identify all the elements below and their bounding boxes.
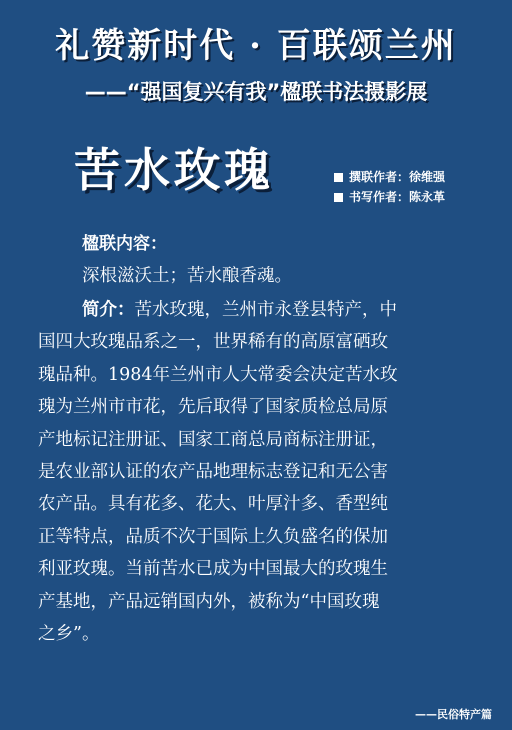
intro-line: 产基地，产品远销国内外，被称为“中国玫瑰 [38,591,380,612]
credit-row-author [334,167,445,187]
intro-line: 利亚玫瑰。当前苦水已成为中国最大的玫瑰生 [38,559,388,580]
square-bullet-icon [334,173,343,182]
intro-line: 之乡”。 [38,623,100,644]
intro-text: 苦水玫瑰，兰州市永登县特产，中 [134,300,397,320]
square-bullet-icon [334,193,343,202]
intro-label: 简介： [82,300,135,320]
work-title: 苦水玫瑰 [74,143,274,197]
intro-line: 农产品。具有花多、花大、叶厚汁多、香型纯 [38,494,388,515]
exhibition-title: 礼赞新时代 · 百联颂兰州 [55,26,457,66]
intro-line: 瑰为兰州市市花，先后取得了国家质检总局原 [38,397,388,418]
couplet-text: 深根滋沃土；苦水酿香魂。 [82,266,292,286]
exhibition-subtitle: ——“强国复兴有我”楹联书法摄影展 [84,80,428,104]
credit-calligrapher-text: 书写作者：陈永革 [349,190,446,204]
main-content [38,228,478,650]
credit-row-calligrapher [334,187,445,207]
credit-author-text: 撰联作者：徐维强 [349,170,446,184]
intro-line: 产地标记注册证、国家工商总局商标注册证， [38,429,388,450]
introduction [38,294,478,650]
intro-line: 国四大玫瑰品系之一，世界稀有的高原富硒玫 [38,332,388,353]
credits-block [334,167,445,207]
couplet-label: 楹联内容： [82,234,167,254]
intro-line: 瑰品种。1984年兰州市人大常委会决定苦水玫 [38,364,398,385]
intro-line: 是农业部认证的农产品地理标志登记和无公害 [38,461,388,482]
intro-line [38,294,478,326]
intro-line: 正等特点，品质不次于国际上久负盛名的保加 [38,526,388,547]
section-footer: ——民俗特产篇 [415,708,492,721]
